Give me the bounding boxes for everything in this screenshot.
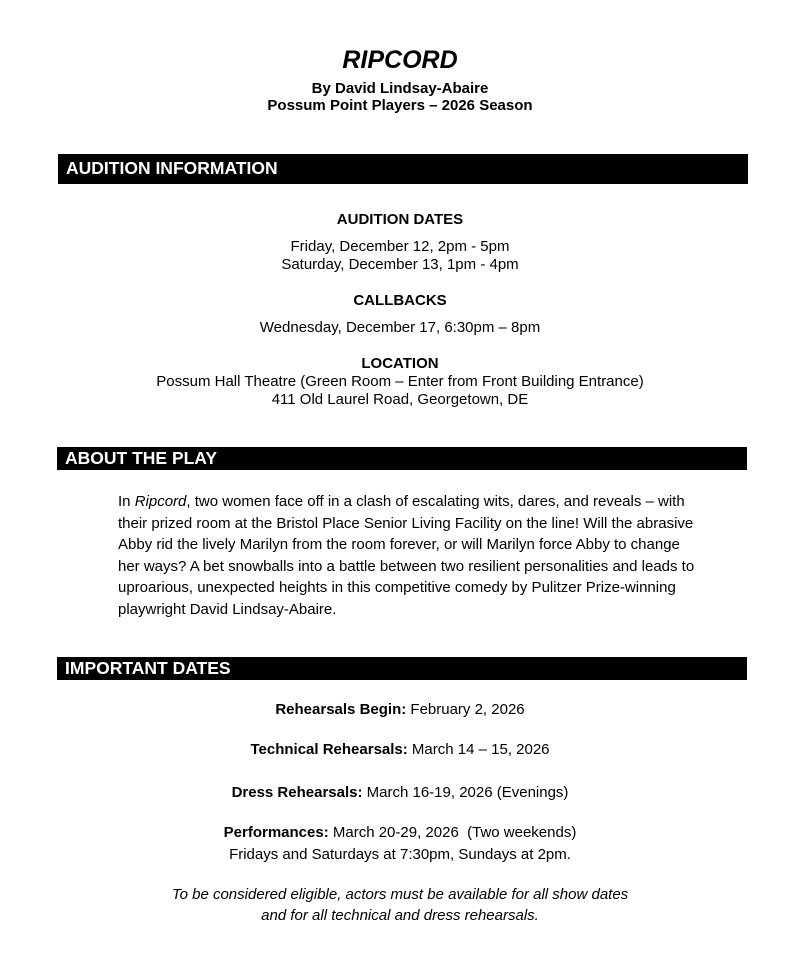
performances-value: March 20-29, 2026 (Two weekends) [328,824,577,841]
audition-date-2: Saturday, December 13, 1pm - 4pm [281,256,519,273]
audition-date-1: Friday, December 12, 2pm - 5pm [290,238,510,255]
eligibility-note-line-2: and for all technical and dress rehearsals. [261,907,539,924]
eligibility-note-line-1: To be considered eligible, actors must be available for all show dates [171,886,629,903]
about-the-play-heading: ABOUT THE PLAY [65,447,218,468]
technical-rehearsals-value: March 14 – 15, 2026 [407,741,550,758]
season-line: Possum Point Players – 2026 Season [267,97,533,114]
rehearsals-begin-line [0,701,800,719]
technical-rehearsals-line [0,741,800,759]
audition-information-header [58,154,748,184]
performances-line [0,824,800,842]
callbacks-date: Wednesday, December 17, 6:30pm – 8pm [259,319,541,336]
dress-rehearsals-line [0,784,800,802]
performance-times: Fridays and Saturdays at 7:30pm, Sundays at 2pm. [229,846,571,863]
rehearsals-begin-value: February 2, 2026 [406,701,525,718]
location-address: 411 Old Laurel Road, Georgetown, DE [271,391,529,408]
dress-rehearsals-value: March 16-19, 2026 (Evenings) [362,784,569,801]
audition-information-heading: AUDITION INFORMATION [66,158,278,179]
play-title-italic: Ripcord [134,493,187,510]
location-label: LOCATION [361,355,439,372]
about-the-play-header [57,447,747,470]
author-line: By David Lindsay-Abaire [311,80,489,97]
description-body: , two women face off in a clash of escalating wits, dares, and reveals – with their prized room at the Bristol Place Senior Living Facility on the line! Will the abrasive Abby rid the lively Marilyn from the room forever, or will Marilyn force Abby to change her ways? A bet snowballs into a battle between two resilient personalities and leads to uproarious, unexpected heights in this competitive comedy by Pulitzer Prize-winning playwright David Lindsay-Abaire. [118,493,695,618]
performances-label: Performances: [223,824,329,841]
description-intro: In [118,493,135,510]
callbacks-label: CALLBACKS [353,292,447,309]
location-venue: Possum Hall Theatre (Green Room – Enter from Front Building Entrance) [156,373,644,390]
dress-rehearsals-label: Dress Rehearsals: [231,784,363,801]
important-dates-heading: IMPORTANT DATES [65,657,231,678]
play-description [118,491,698,620]
important-dates-header [57,657,747,680]
technical-rehearsals-label: Technical Rehearsals: [250,741,408,758]
audition-dates-label: AUDITION DATES [336,211,464,228]
rehearsals-begin-label: Rehearsals Begin: [275,701,407,718]
page-title: RIPCORD [342,46,458,74]
